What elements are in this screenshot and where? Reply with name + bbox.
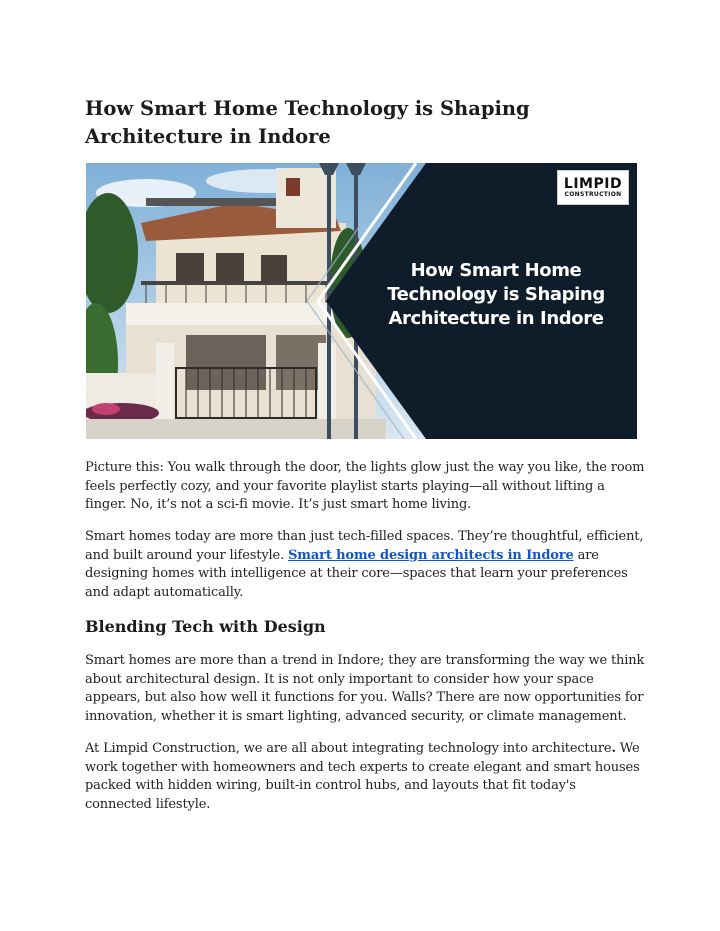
paragraph-smart-homes-start: Smart homes today are more than just tech-filled spaces. They’re thoughtful, efficient, and built around your lifestyle. <box>85 529 644 563</box>
paragraph-limpid-bold: . <box>611 741 616 756</box>
paragraph-smart-homes-end: are designing homes with intelligence at their core—spaces that learn your preferences and adapt automatically. <box>85 547 628 600</box>
logo-sub-text: CONSTRUCTION <box>564 190 622 198</box>
smart-home-architects-link[interactable]: Smart home design architects in Indore <box>288 547 574 563</box>
paragraph-blending: Smart homes are more than a trend in Indore; they are transforming the way we think about architectural design. It is not only important to consider how your space appears, but also how well it functions for you. Walls? There are now opportunities for innovation, whether it is smart lighting, advanced security, or climate management. <box>85 653 645 724</box>
paragraph-limpid-end: We work together with homeowners and tech experts to create elegant and smart houses packed with hidden wiring, built-in control hubs, and layouts that fit today's connected lifestyle. <box>85 741 640 812</box>
paragraph-limpid <box>85 740 645 814</box>
paragraph-intro: Picture this: You walk through the door, the lights glow just the way you like, the room feels perfectly cozy, and your favorite playlist starts playing—all without lifting a finger. No, it’s not a sci-fi movie. It’s just smart home living. <box>85 460 645 512</box>
article-title: How Smart Home Technology is Shaping Architecture in Indore <box>85 97 530 148</box>
hero-banner <box>86 163 637 439</box>
paragraph-limpid-start: At Limpid Construction, we are all about integrating technology into architecture <box>85 741 612 756</box>
limpid-construction-logo <box>557 170 629 205</box>
section-heading: Blending Tech with Design <box>85 617 326 636</box>
hero-heading: How Smart Home Technology is Shaping Architecture in Indore <box>387 260 605 329</box>
paragraph-smart-homes <box>85 528 645 602</box>
logo-main-text: LIMPID <box>563 175 623 192</box>
